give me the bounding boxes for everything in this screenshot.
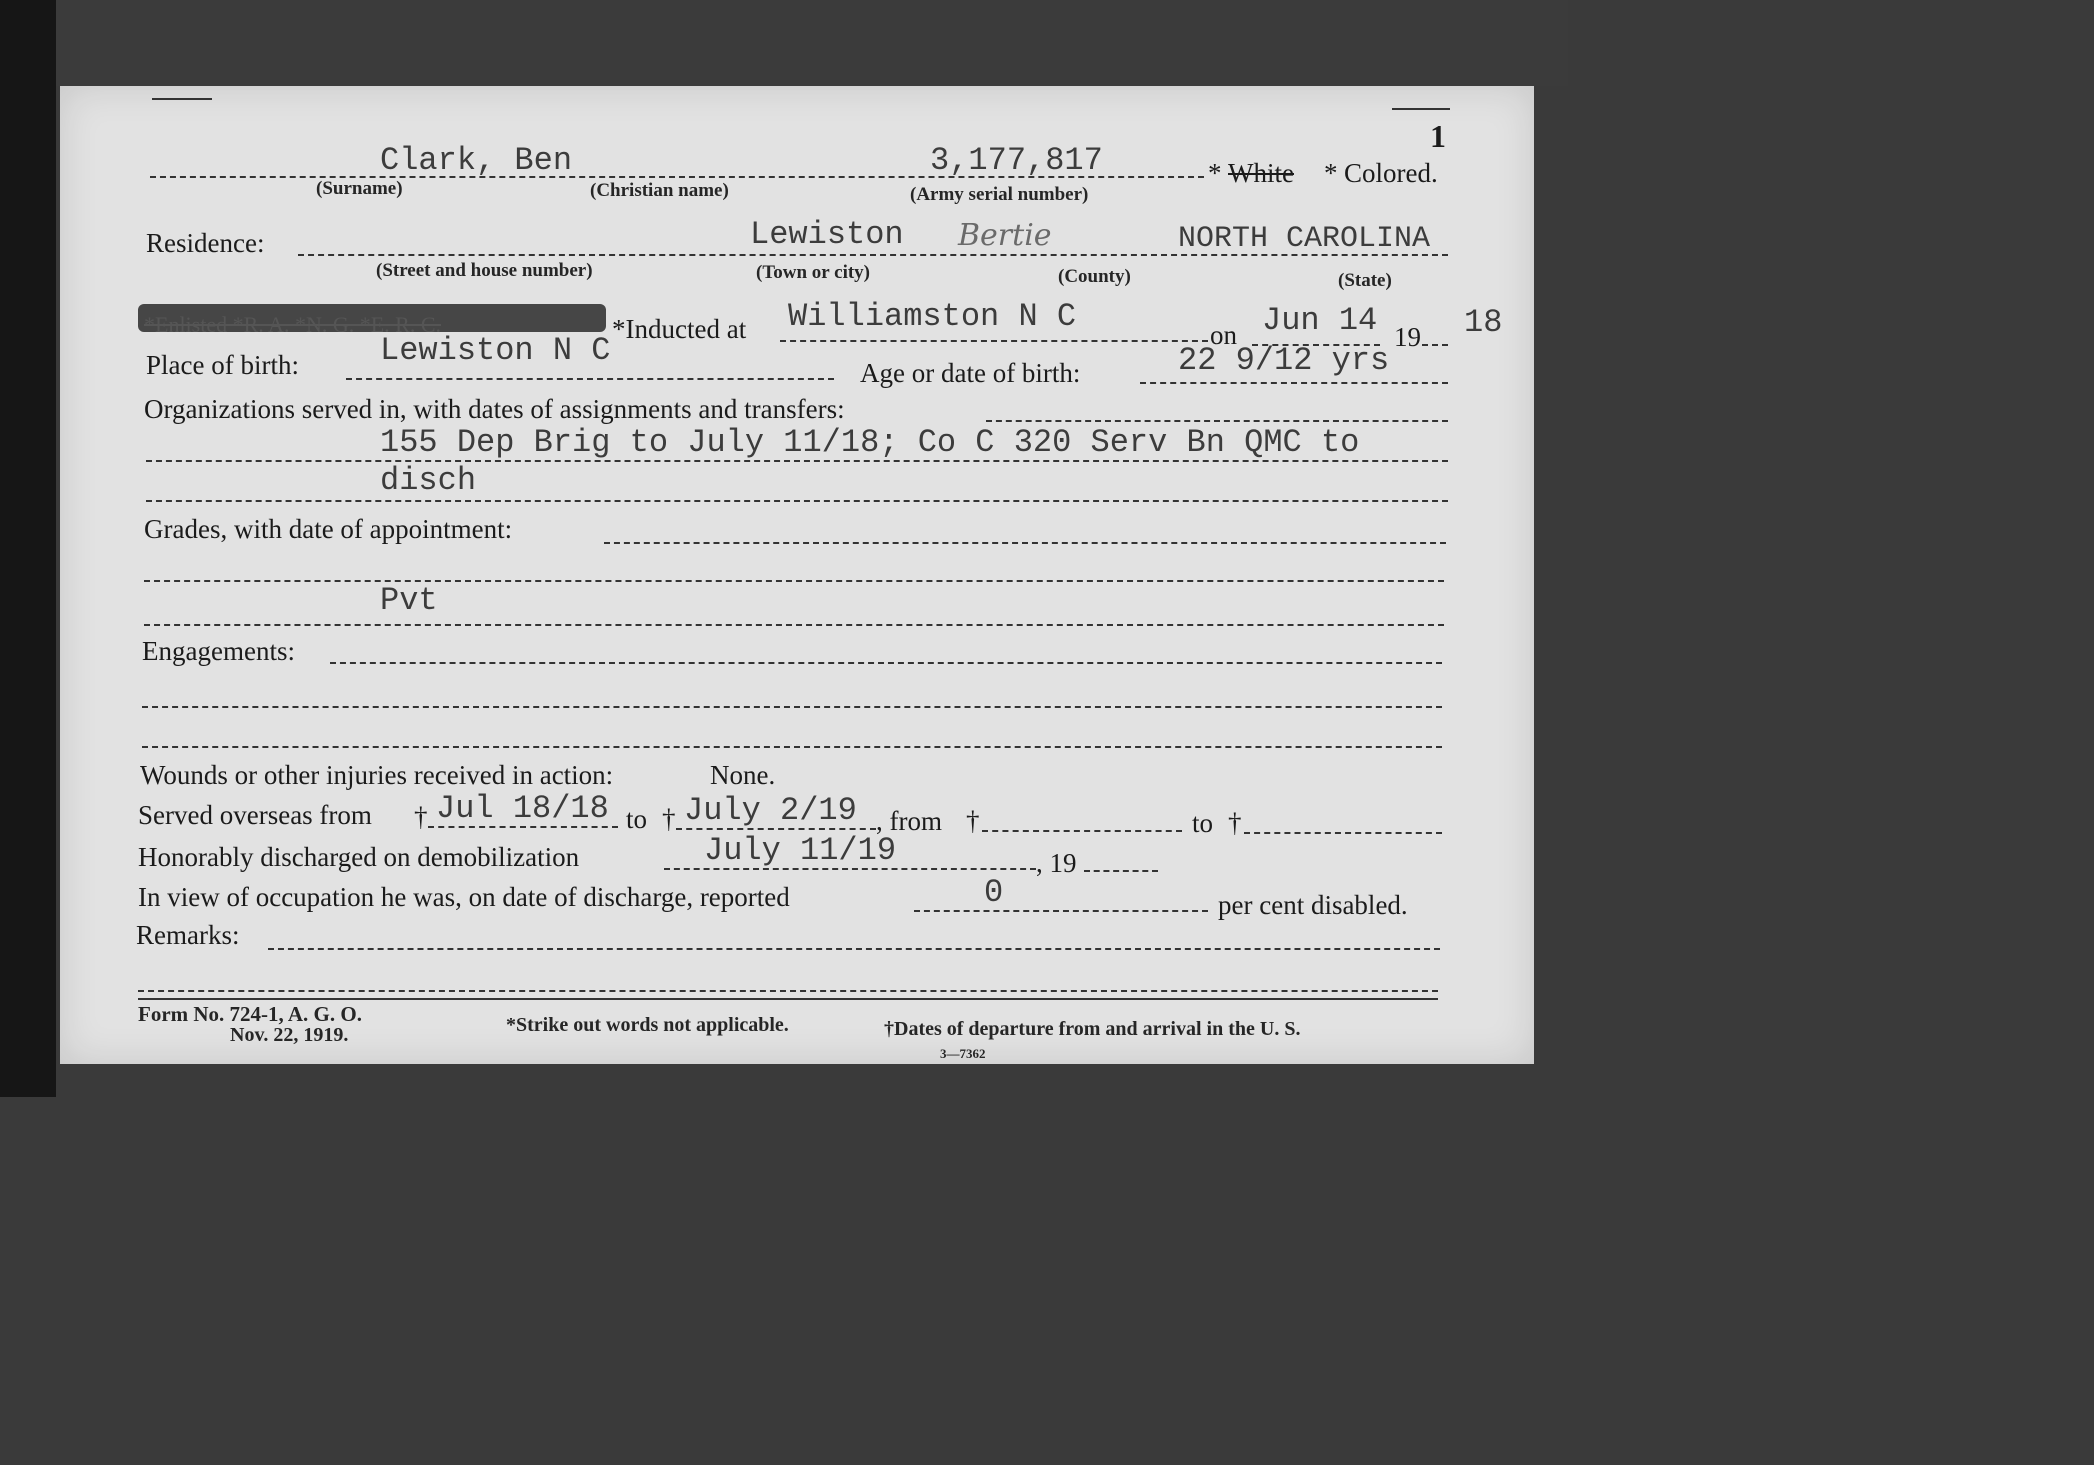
engagements-line-2 [142, 746, 1442, 748]
organizations-value-line1: 155 Dep Brig to July 11/18; Co C 320 Serv Bn QMC to [380, 424, 1360, 461]
enlisted-struck-text: *Enlisted *R. A. *N. G. *E. R. C. [144, 312, 442, 337]
inducted-at-line [780, 340, 1208, 342]
residence-county-handwritten: Bertie [958, 218, 1052, 253]
overseas-to-value: July 2/19 [684, 792, 857, 829]
grades-line-1 [144, 580, 1444, 582]
remarks-label: Remarks: [136, 920, 240, 950]
discharge-year-prefix: , 19 [1036, 848, 1077, 878]
inducted-at-label: *Inducted at [612, 314, 747, 344]
christian-name-caption: (Christian name) [590, 180, 729, 201]
birth-place-line [346, 378, 834, 380]
grades-line-2 [144, 624, 1444, 626]
form-number: Form No. 724-1, A. G. O. [138, 1002, 362, 1026]
age-line [1140, 382, 1448, 384]
disability-value: 0 [984, 874, 1004, 911]
street-caption: (Street and house number) [376, 260, 593, 281]
top-left-rule [152, 98, 212, 100]
inducted-year-prefix: 19 [1394, 322, 1421, 352]
organizations-line-2 [146, 500, 1448, 502]
state-caption: (State) [1338, 270, 1392, 291]
organizations-label: Organizations served in, with dates of assignments and transfers: [144, 394, 845, 424]
disability-label: In view of occupation he was, on date of discharge, reported [138, 882, 790, 912]
strike-out-note: *Strike out words not applicable. [506, 1014, 789, 1036]
card-number: 1 [1430, 118, 1446, 154]
overseas-from2-line [982, 830, 1182, 832]
engagements-label: Engagements: [142, 636, 295, 666]
overseas-from2-label: , from [876, 806, 942, 836]
grade-value: Pvt [380, 582, 438, 619]
overseas-dagger-2: † [662, 804, 676, 834]
race-colored: Colored. [1344, 158, 1438, 188]
inducted-year-line [1422, 344, 1448, 346]
organizations-line-0 [986, 420, 1448, 422]
town-caption: (Town or city) [756, 262, 870, 283]
race-asterisk-2: * [1324, 158, 1338, 188]
remarks-line-1 [138, 990, 1438, 992]
grades-label: Grades, with date of appointment: [144, 514, 513, 544]
scanner-background-top [0, 0, 1568, 86]
residence-label: Residence: [146, 228, 265, 258]
disability-line [914, 910, 1208, 912]
wounds-label: Wounds or other injuries received in action: [140, 760, 614, 790]
surname-caption: (Surname) [316, 178, 403, 199]
serial-number-caption: (Army serial number) [910, 184, 1089, 205]
overseas-from-value: Jul 18/18 [436, 790, 609, 827]
disability-suffix: per cent disabled. [1218, 890, 1408, 920]
overseas-dagger-1: † [414, 802, 428, 832]
print-code: 3—7362 [940, 1046, 986, 1061]
footer-rule [138, 998, 1438, 1000]
engagements-line-0 [330, 662, 1442, 664]
race-asterisk-1: * [1208, 158, 1222, 188]
inducted-place-value: Williamston N C [788, 298, 1077, 335]
engagements-line-1 [142, 706, 1442, 708]
age-value: 22 9/12 yrs [1178, 342, 1390, 379]
surname-christian-value: Clark, Ben [380, 142, 573, 179]
residence-town-value: Lewiston [750, 216, 904, 253]
grades-line-0 [604, 542, 1446, 544]
overseas-label: Served overseas from [138, 800, 372, 830]
inducted-year-value: 18 [1464, 304, 1503, 341]
top-right-rule [1392, 108, 1450, 110]
discharge-year-line [1084, 870, 1158, 872]
overseas-to-label: to [626, 804, 648, 834]
discharge-date-value: July 11/19 [704, 832, 897, 869]
wounds-value: None. [710, 760, 776, 790]
age-label: Age or date of birth: [860, 358, 1081, 388]
county-caption: (County) [1058, 266, 1131, 287]
form-date: Nov. 22, 1919. [230, 1024, 349, 1046]
discharge-label: Honorably discharged on demobilization [138, 842, 580, 872]
overseas-dagger-3: † [966, 806, 980, 836]
race-white-struck: White [1228, 158, 1294, 188]
inducted-on-label: on [1210, 320, 1237, 350]
birth-place-value: Lewiston N C [380, 332, 611, 369]
serial-number-value: 3,177,817 [930, 142, 1103, 179]
organizations-value-line2: disch [380, 462, 477, 499]
overseas-to2-line [1244, 832, 1442, 834]
birth-place-label: Place of birth: [146, 350, 299, 380]
inducted-date-value: Jun 14 [1262, 302, 1378, 339]
residence-state-value: NORTH CAROLINA [1178, 222, 1431, 256]
overseas-dagger-4: † [1228, 808, 1242, 838]
remarks-line-0 [268, 948, 1440, 950]
overseas-to2-label: to [1192, 808, 1214, 838]
dates-note: †Dates of departure from and arrival in the U. S. [884, 1018, 1301, 1040]
scanner-background-left [0, 0, 56, 1097]
